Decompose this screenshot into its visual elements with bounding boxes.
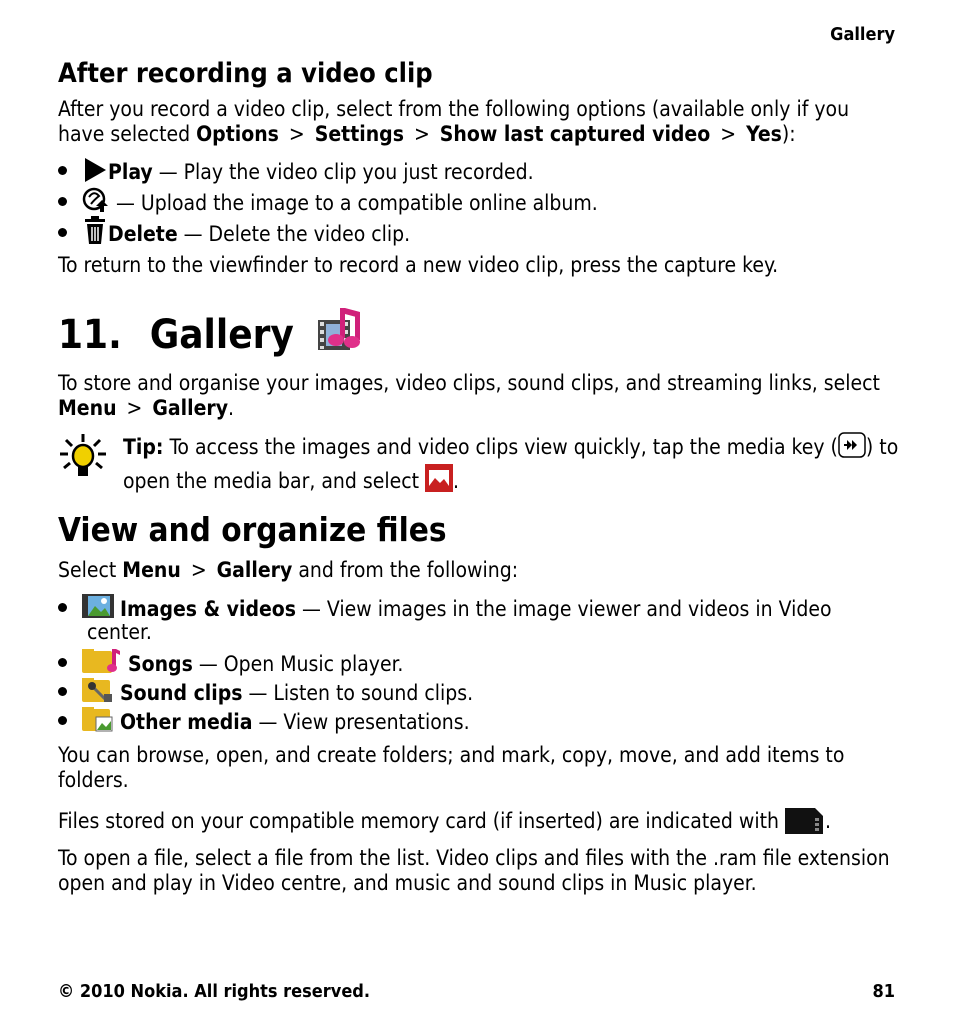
tip-bulb-icon bbox=[58, 432, 108, 486]
memory-card-icon bbox=[785, 806, 825, 842]
delete-icon bbox=[82, 215, 108, 251]
list-item-images-videos: Images & videos — View images in the image viewer and videos in Video bbox=[58, 592, 898, 626]
path-yes: Yes bbox=[746, 122, 782, 146]
return-paragraph: To return to the viewfinder to record a new video clip, press the capture key. bbox=[58, 253, 779, 277]
path-options: Options bbox=[196, 122, 279, 146]
list-item-upload: — Upload the image to a compatible online album. bbox=[58, 186, 898, 220]
list-item-play: Play — Play the video clip you just recorded. bbox=[58, 157, 898, 189]
list-item-sound-clips: Sound clips — Listen to sound clips. bbox=[58, 676, 898, 710]
media-key-icon bbox=[838, 432, 866, 464]
images-videos-desc-cont: center. bbox=[87, 620, 152, 644]
gallery-intro: To store and organise your images, video clips, sound clips, and streaming links, select Menu > Gallery. bbox=[58, 371, 880, 420]
page-number: 81 bbox=[872, 981, 895, 1002]
tip-label: Tip: bbox=[123, 435, 164, 459]
list-item-songs: Songs — Open Music player. bbox=[58, 647, 898, 681]
path-show-last: Show last captured video bbox=[439, 122, 711, 146]
other-media-icon bbox=[82, 705, 114, 739]
tip-paragraph: Tip: To access the images and video clips view quickly, tap the media key ( ) to open the media bar, and select . bbox=[123, 432, 903, 498]
after-recording-intro: After you record a video clip, select from the following options (available only if you have selected Options > Settings > Show last captured video > Yes): bbox=[58, 97, 850, 146]
running-header: Gallery bbox=[830, 24, 895, 45]
list-item-other-media: Other media — View presentations. bbox=[58, 705, 898, 739]
select-paragraph: Select Menu > Gallery and from the following: bbox=[58, 558, 519, 582]
play-icon bbox=[82, 157, 108, 189]
list-item-delete: Delete — Delete the video clip. bbox=[58, 215, 898, 251]
open-file-paragraph: To open a file, select a file from the list. Video clips and files with the .ram file extension open and play in Video centre, and music and sound clips in Music player. bbox=[58, 846, 890, 895]
footer-copyright: © 2010 Nokia. All rights reserved. bbox=[58, 981, 371, 1002]
path-settings: Settings bbox=[314, 122, 404, 146]
gallery-select-icon bbox=[425, 464, 453, 498]
section-heading-view-organize: View and organize files bbox=[58, 510, 447, 549]
memory-card-paragraph: Files stored on your compatible memory card (if inserted) are indicated with . bbox=[58, 806, 898, 842]
chapter-title: 11. Gallery bbox=[58, 306, 364, 364]
section-heading-after-recording: After recording a video clip bbox=[58, 58, 433, 89]
browse-paragraph: You can browse, open, and create folders; and mark, copy, move, and add items to folders. bbox=[58, 743, 845, 792]
gallery-icon bbox=[316, 306, 364, 364]
